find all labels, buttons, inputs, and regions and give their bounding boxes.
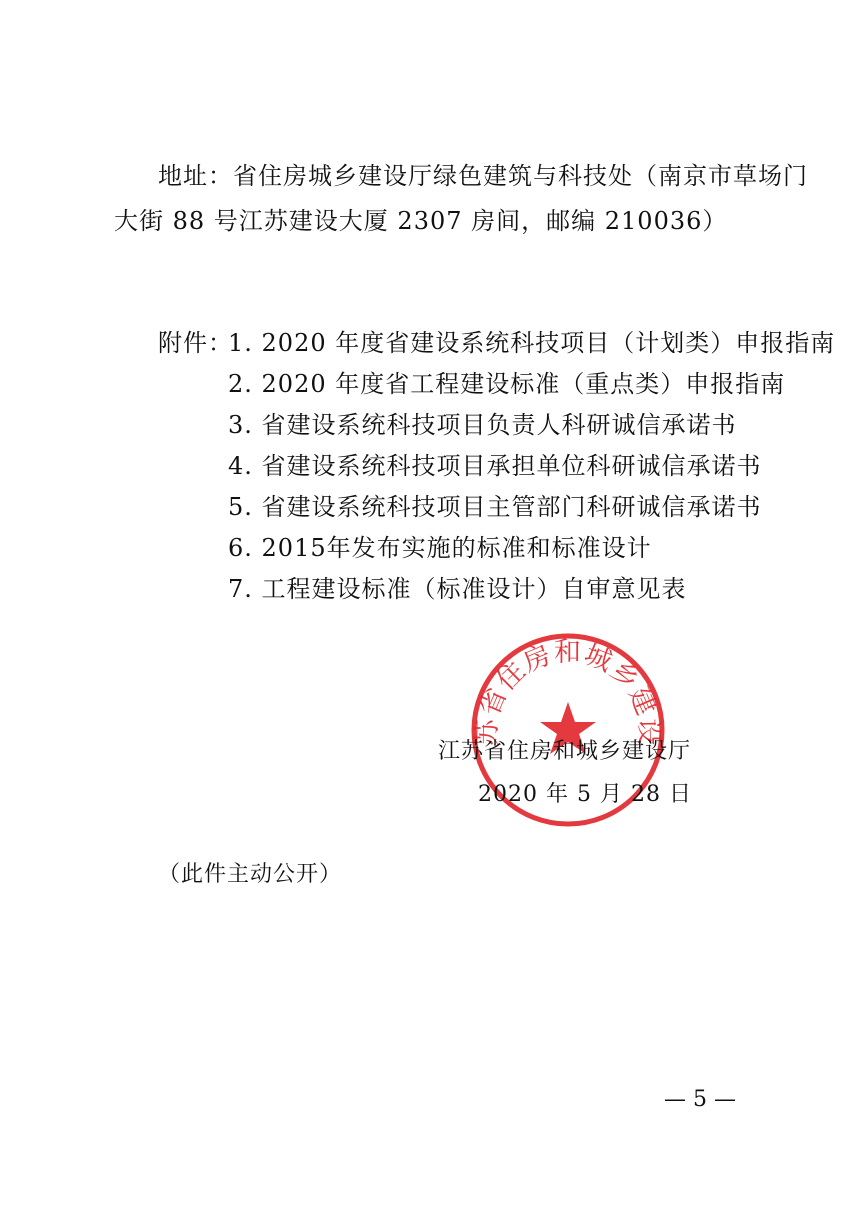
attachment-item: 5. 省建设系统科技项目主管部门科研诚信承诺书 [228,493,762,521]
signature-org: 江苏省住房和城乡建设厅 [438,739,692,764]
attachments-label: 附件： [158,329,233,357]
disclosure-note: （此件主动公开） [158,862,343,887]
attachment-item: 4. 省建设系统科技项目承担单位科研诚信承诺书 [228,452,762,480]
attachment-item: 3. 省建设系统科技项目负责人科研诚信承诺书 [228,411,737,439]
attachment-item: 1. 2020 年度省建设系统科技项目（计划类）申报指南 [228,329,836,357]
address-line-1: 地址：省住房城乡建设厅绿色建筑与科技处（南京市草场门 [158,162,808,190]
attachment-item: 2. 2020 年度省工程建设标准（重点类）申报指南 [228,370,786,398]
attachment-item: 7. 工程建设标准（标准设计）自审意见表 [228,575,687,603]
signature-date: 2020 年 5 月 28 日 [478,782,692,807]
page-number: — 5 — [664,1087,736,1112]
attachment-item: 6. 2015年发布实施的标准和标准设计 [228,534,652,562]
address-line-2: 大街 88 号江苏建设大厦 2307 房间，邮编 210036） [114,207,728,235]
svg-text:江苏省住房和城乡建设厅: 苏省住房和城乡建设 [471,637,665,747]
